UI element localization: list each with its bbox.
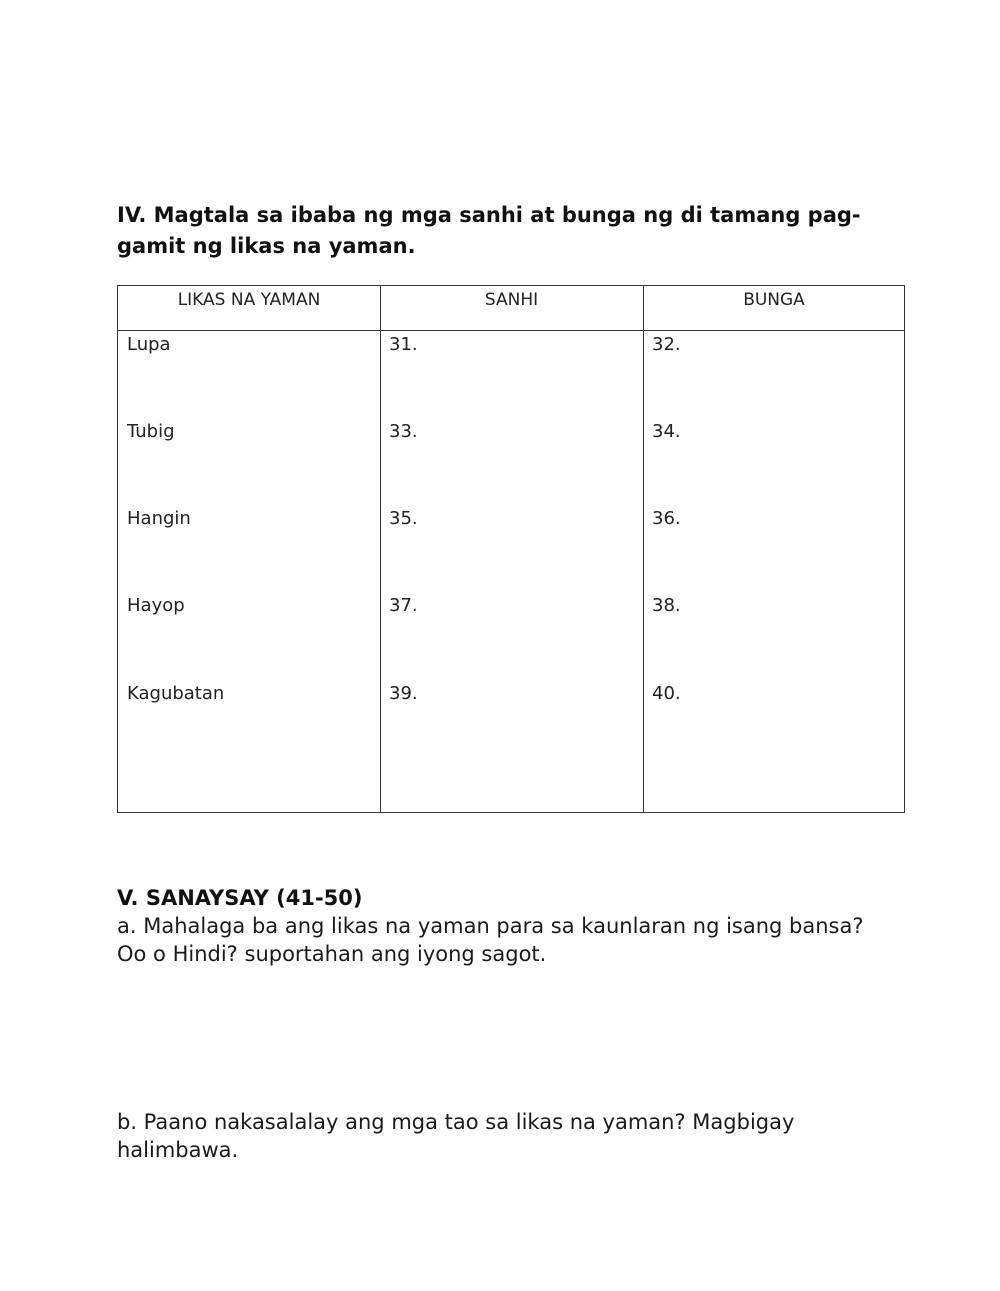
table-cell-bunga: 38.	[652, 595, 681, 616]
column-divider	[643, 286, 644, 812]
table-cell-sanhi: 35.	[389, 508, 418, 529]
table-cell-sanhi: 31.	[389, 334, 418, 355]
table-header-likas-na-yaman: LIKAS NA YAMAN	[177, 290, 321, 310]
essay-question-b: b. Paano nakasalalay ang mga tao sa likas na yaman? Magbigay halimbawa.	[117, 1110, 795, 1162]
likas-yaman-table	[117, 285, 905, 813]
table-cell-resource: Kagubatan	[127, 683, 225, 704]
column-divider	[380, 286, 381, 812]
table-cell-sanhi: 39.	[389, 683, 418, 704]
table-cell-resource: Lupa	[127, 334, 171, 355]
essay-question-a: a. Mahalaga ba ang likas na yaman para sa kaunlaran ng isang bansa? Oo o Hindi? suportahan ang iyong sagot.	[117, 914, 864, 966]
section-v-title: V. SANAYSAY (41-50)	[117, 886, 363, 910]
table-cell-bunga: 36.	[652, 508, 681, 529]
table-header-bunga: BUNGA	[743, 290, 805, 310]
table-cell-bunga: 40.	[652, 683, 681, 704]
table-cell-sanhi: 37.	[389, 595, 418, 616]
table-cell-resource: Tubig	[127, 421, 175, 442]
table-cell-bunga: 34.	[652, 421, 681, 442]
table-header-sanhi: SANHI	[484, 290, 539, 310]
table-cell-sanhi: 33.	[389, 421, 418, 442]
table-cell-bunga: 32.	[652, 334, 681, 355]
table-cell-resource: Hayop	[127, 595, 185, 616]
table-cell-resource: Hangin	[127, 508, 191, 529]
section-iv-title: IV. Magtala sa ibaba ng mga sanhi at bunga ng di tamang pag-gamit ng likas na yaman.	[117, 203, 861, 258]
